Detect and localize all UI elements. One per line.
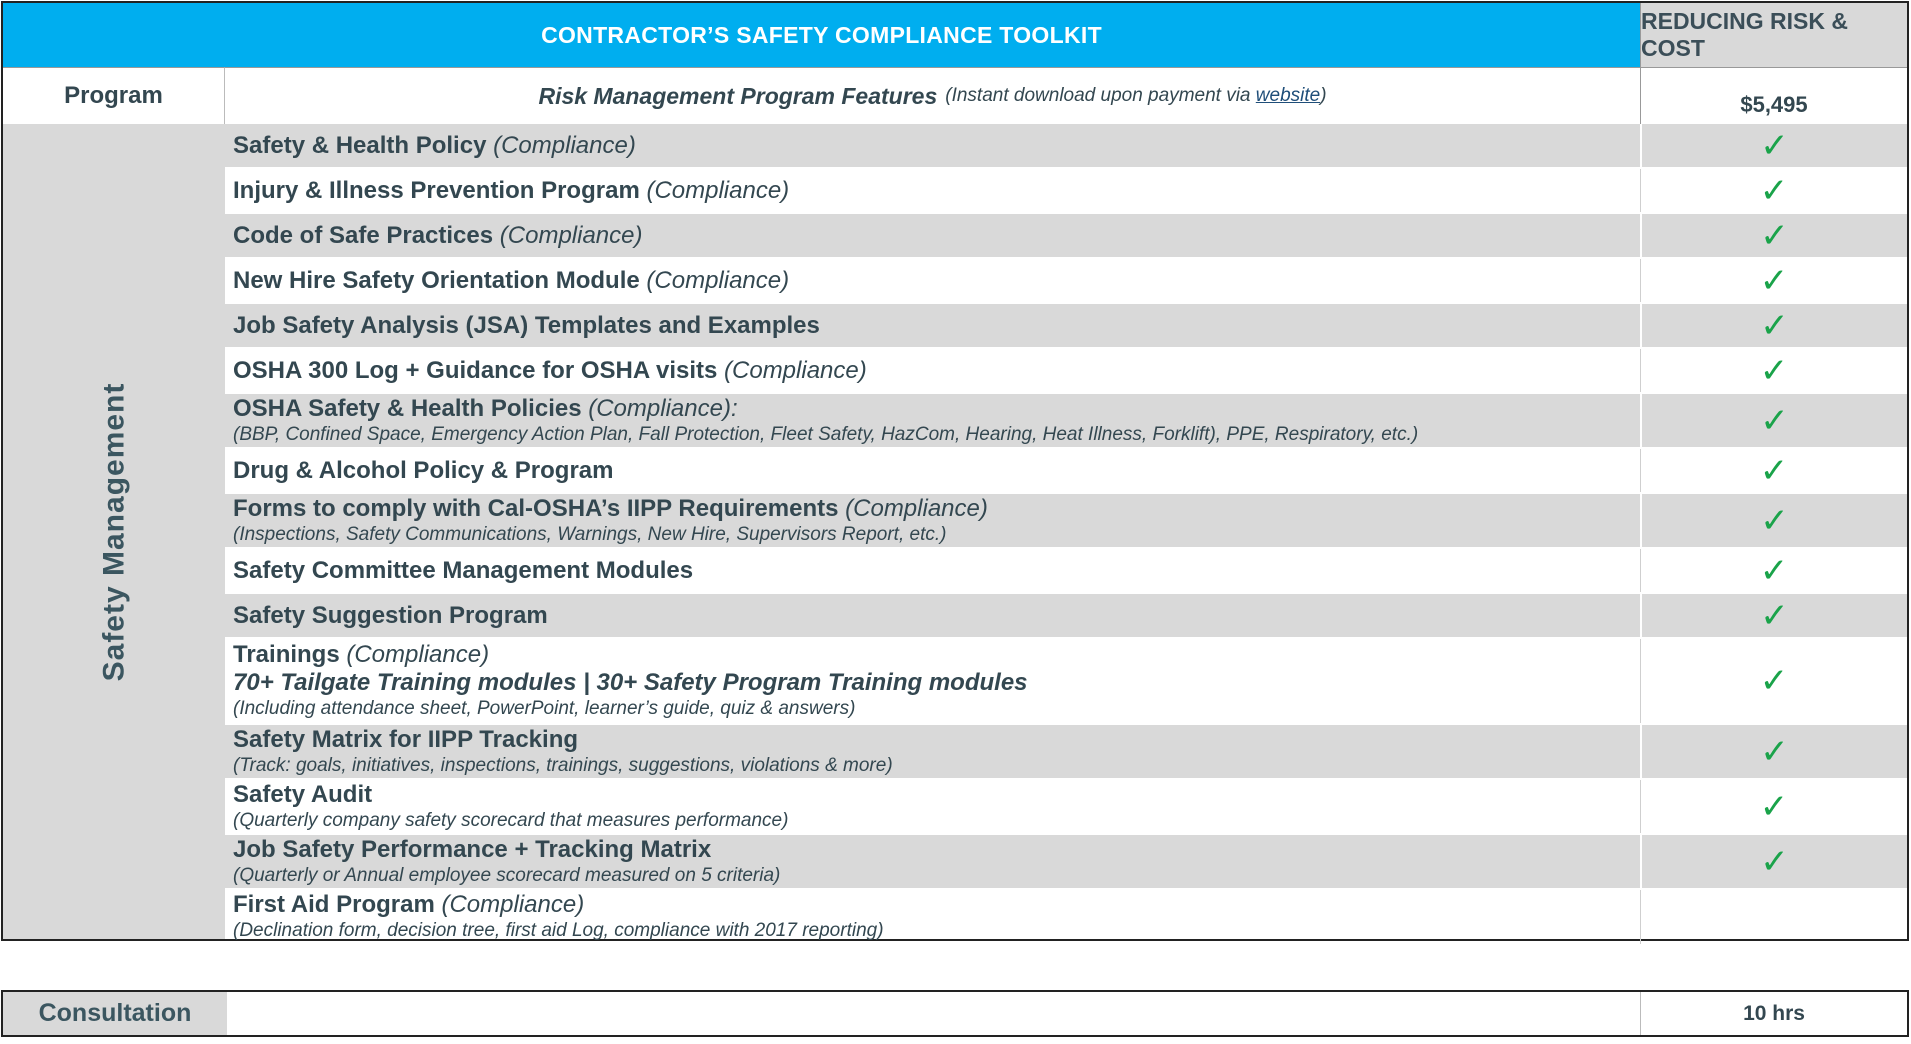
feature-heading xyxy=(233,267,1633,295)
compliance-tag: (Compliance): xyxy=(588,394,738,422)
check-cell xyxy=(1640,594,1907,637)
table-row xyxy=(225,124,1907,169)
table-row xyxy=(225,639,1907,725)
feature-heading xyxy=(233,557,1633,585)
feature-text xyxy=(233,494,1633,547)
check-cell xyxy=(1640,214,1907,257)
check-icon: ✓ xyxy=(1759,662,1789,700)
features-note-suffix: ) xyxy=(1320,85,1327,106)
check-cell xyxy=(1640,890,1907,944)
feature-text xyxy=(233,449,1633,492)
feature-highlight: 70+ Tailgate Training modules | 30+ Safety Program Training modules xyxy=(233,669,1028,696)
feature-title: Job Safety Performance + Tracking Matrix xyxy=(233,835,712,863)
check-cell xyxy=(1640,349,1907,392)
feature-text xyxy=(233,639,1633,723)
feature-rows xyxy=(225,124,1907,946)
feature-detail: (Declination form, decision tree, first aid Log, compliance with 2017 reporting) xyxy=(233,920,884,941)
table-row xyxy=(225,304,1907,349)
toolkit-table xyxy=(1,1,1909,941)
check-cell xyxy=(1640,780,1907,833)
feature-heading xyxy=(233,726,1633,754)
feature-heading xyxy=(233,177,1633,205)
compliance-tag: (Compliance) xyxy=(646,176,790,204)
feature-text xyxy=(233,780,1633,833)
compliance-tag: (Compliance) xyxy=(493,131,636,159)
feature-title: Safety Matrix for IIPP Tracking xyxy=(233,725,579,753)
check-cell xyxy=(1640,639,1907,723)
table-row xyxy=(225,835,1907,890)
feature-title: Safety Committee Management Modules xyxy=(233,556,694,584)
table-row xyxy=(225,780,1907,835)
features-column-header xyxy=(225,67,1640,124)
feature-title: Job Safety Analysis (JSA) Templates and Examples xyxy=(233,311,820,339)
check-icon: ✓ xyxy=(1760,501,1789,540)
check-cell xyxy=(1640,549,1907,592)
compliance-tag: (Compliance) xyxy=(724,356,867,384)
check-icon: ✓ xyxy=(1759,261,1789,300)
website-link[interactable]: website xyxy=(1255,85,1321,106)
feature-heading xyxy=(233,395,1633,423)
feature-text xyxy=(233,394,1633,447)
features-note-prefix: (Instant download upon payment via xyxy=(945,85,1256,106)
feature-heading xyxy=(233,495,1633,523)
feature-text xyxy=(233,549,1633,592)
table-row xyxy=(225,349,1907,394)
feature-title: Forms to comply with Cal-OSHA’s IIPP Requirements xyxy=(233,494,839,522)
feature-title: Drug & Alcohol Policy & Program xyxy=(233,456,614,484)
feature-detail: (Including attendance sheet, PowerPoint, learner’s guide, quiz & answers) xyxy=(233,698,856,719)
compliance-tag: (Compliance) xyxy=(441,891,585,918)
feature-detail: (Inspections, Safety Communications, Warnings, New Hire, Supervisors Report, etc.) xyxy=(233,523,947,545)
feature-heading xyxy=(233,312,1633,340)
table-row xyxy=(225,169,1907,214)
feature-detail: (Quarterly company safety scorecard that measures performance) xyxy=(233,809,789,831)
table-title: CONTRACTOR’S SAFETY COMPLIANCE TOOLKIT xyxy=(3,3,1640,67)
feature-text xyxy=(233,725,1633,778)
feature-heading xyxy=(233,641,1633,669)
table-row xyxy=(225,214,1907,259)
feature-title: Injury & Illness Prevention Program xyxy=(233,176,640,204)
feature-title: OSHA 300 Log + Guidance for OSHA visits xyxy=(233,356,718,384)
check-icon: ✓ xyxy=(1760,842,1789,881)
feature-text xyxy=(233,124,1633,167)
feature-text xyxy=(233,259,1633,302)
table-row xyxy=(225,549,1907,594)
features-title: Risk Management Program Features xyxy=(538,82,938,109)
consultation-label: Consultation xyxy=(3,992,227,1035)
check-cell xyxy=(1640,304,1907,347)
check-icon: ✓ xyxy=(1759,551,1789,590)
compliance-tag: (Compliance) xyxy=(346,641,490,668)
feature-text xyxy=(233,349,1633,392)
table-row xyxy=(225,449,1907,494)
feature-heading xyxy=(233,457,1633,485)
feature-heading xyxy=(233,891,1633,919)
price: $5,495 xyxy=(1640,67,1907,124)
check-icon: ✓ xyxy=(1760,732,1789,771)
table-row xyxy=(225,494,1907,549)
feature-title: OSHA Safety & Health Policies xyxy=(233,394,582,422)
feature-text xyxy=(233,890,1633,944)
check-icon: ✓ xyxy=(1760,126,1789,165)
check-icon: ✓ xyxy=(1759,351,1789,390)
table-row xyxy=(225,725,1907,780)
check-cell xyxy=(1640,835,1907,888)
feature-title: Safety Suggestion Program xyxy=(233,601,548,629)
table-row xyxy=(225,259,1907,304)
feature-detail: (BBP, Confined Space, Emergency Action Plan, Fall Protection, Fleet Safety, HazCom, Hearing, Heat Illness, Forklift), PPE, Respiratory, etc.) xyxy=(233,423,1419,445)
table-row xyxy=(225,394,1907,449)
check-cell xyxy=(1640,169,1907,212)
feature-title: First Aid Program xyxy=(233,891,435,918)
feature-text xyxy=(233,594,1633,637)
table-row xyxy=(225,594,1907,639)
check-icon: ✓ xyxy=(1760,216,1789,255)
feature-title: Trainings xyxy=(233,641,340,668)
side-label-text: Safety Management xyxy=(97,382,130,681)
feature-detail: (Quarterly or Annual employee scorecard measured on 5 criteria) xyxy=(233,864,781,886)
features-note xyxy=(945,85,1326,107)
feature-heading xyxy=(233,132,1633,160)
compliance-tag: (Compliance) xyxy=(499,221,643,249)
feature-title: Code of Safe Practices xyxy=(233,221,494,249)
feature-detail: (Track: goals, initiatives, inspections, trainings, suggestions, violations & more) xyxy=(233,754,893,776)
check-icon: ✓ xyxy=(1760,306,1789,345)
feature-title: New Hire Safety Orientation Module xyxy=(233,266,640,294)
check-cell xyxy=(1640,725,1907,778)
feature-text xyxy=(233,304,1633,347)
feature-title: Safety & Health Policy xyxy=(233,131,487,159)
feature-text xyxy=(233,169,1633,212)
check-icon: ✓ xyxy=(1760,401,1789,440)
check-icon: ✓ xyxy=(1759,451,1789,490)
check-icon: ✓ xyxy=(1759,171,1789,210)
compliance-tag: (Compliance) xyxy=(646,266,790,294)
consultation-hours: 10 hrs xyxy=(1640,992,1907,1035)
table-row xyxy=(225,890,1907,946)
feature-heading xyxy=(233,836,1633,864)
safety-management-side-label xyxy=(3,124,225,939)
check-cell xyxy=(1640,449,1907,492)
program-column-header: Program xyxy=(3,67,225,124)
feature-heading xyxy=(233,357,1633,385)
column-title-reducing-risk: REDUCING RISK & COST xyxy=(1640,3,1907,67)
feature-title: Safety Audit xyxy=(233,780,373,808)
feature-heading xyxy=(233,602,1633,630)
feature-heading xyxy=(233,781,1633,809)
check-icon: ✓ xyxy=(1759,787,1789,826)
check-cell xyxy=(1640,124,1907,167)
check-cell xyxy=(1640,394,1907,447)
check-cell xyxy=(1640,494,1907,547)
feature-heading xyxy=(233,222,1633,250)
feature-text xyxy=(233,214,1633,257)
check-icon: ✓ xyxy=(1760,596,1789,635)
consultation-row xyxy=(1,990,1909,1037)
check-cell xyxy=(1640,259,1907,302)
compliance-tag: (Compliance) xyxy=(845,494,988,522)
feature-text xyxy=(233,835,1633,888)
